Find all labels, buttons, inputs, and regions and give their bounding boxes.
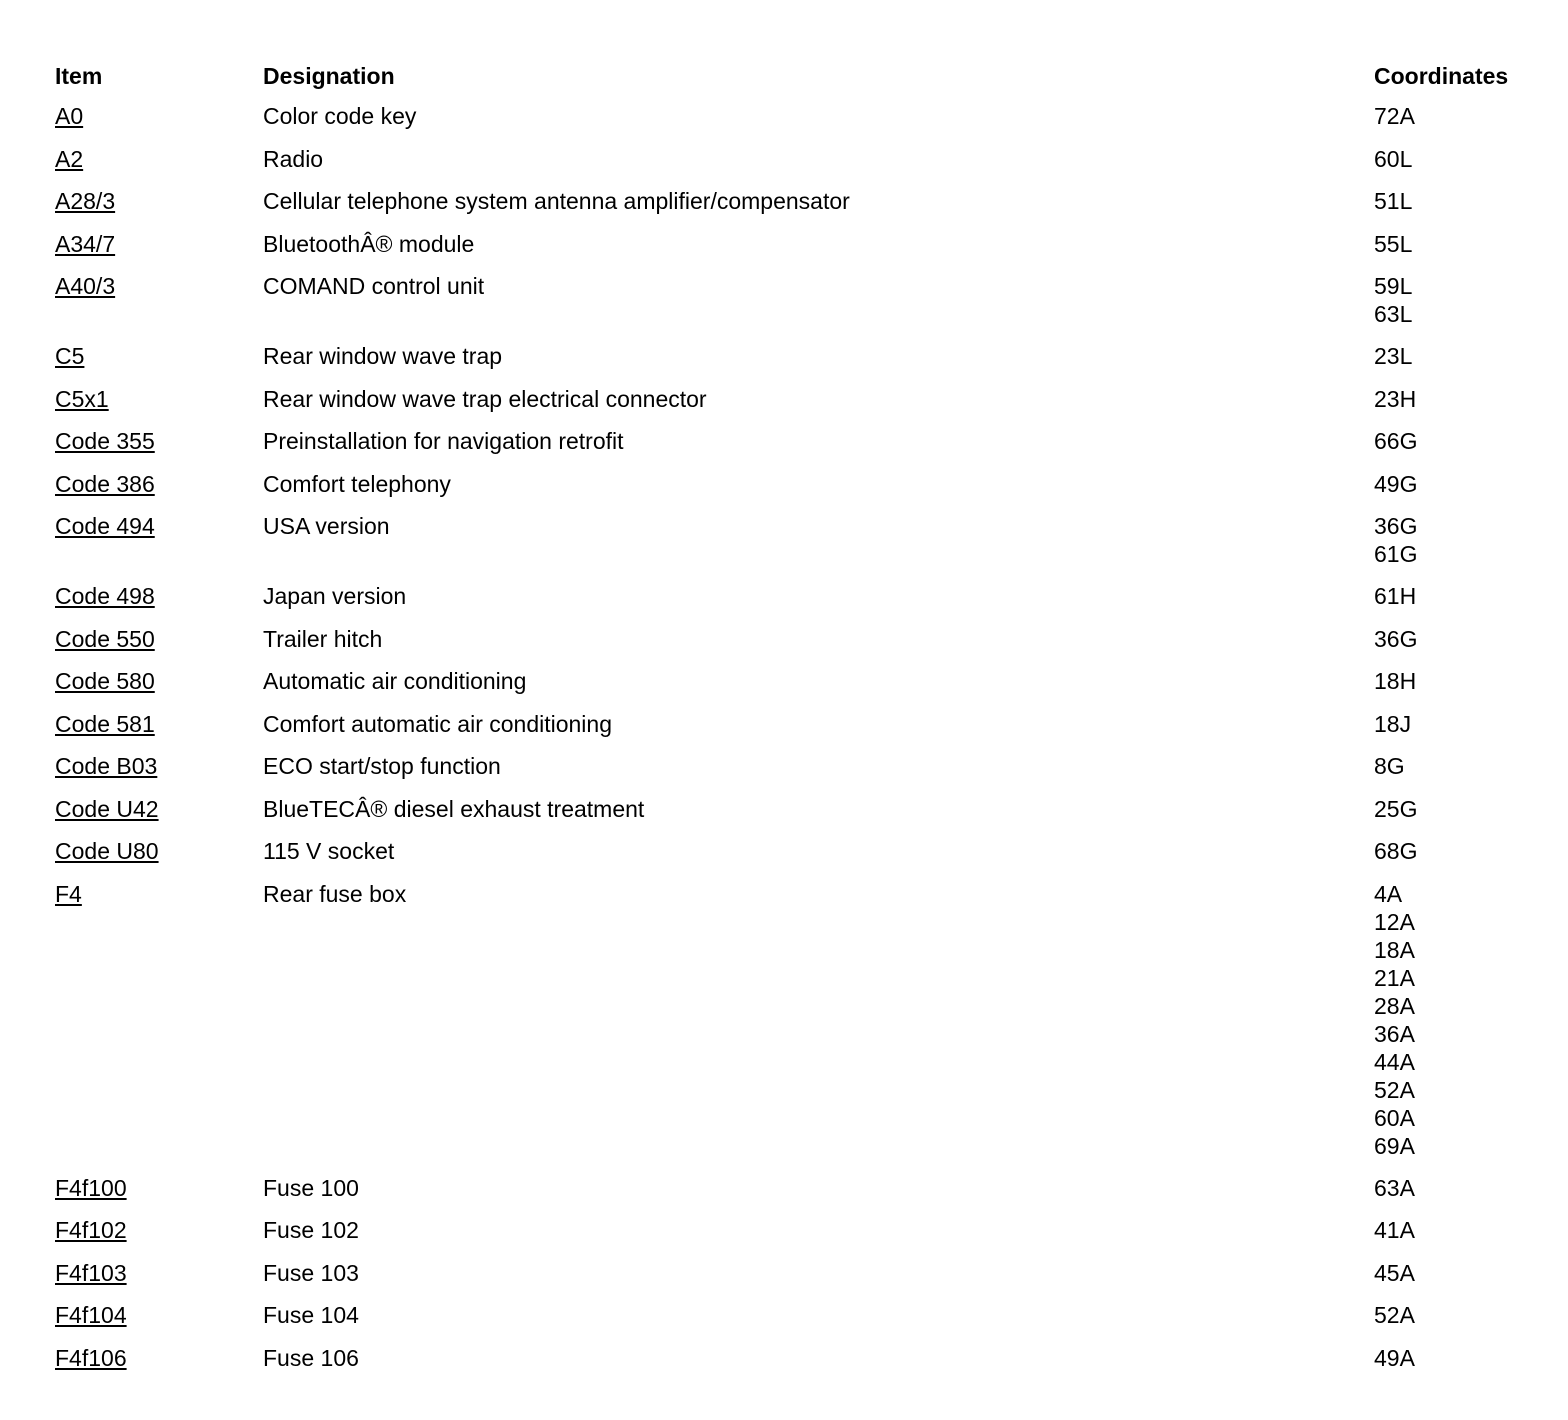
coordinate-value: 68G (1374, 838, 1418, 864)
designation-cell: Color code key (263, 103, 417, 129)
coordinates-cell (1374, 230, 1535, 258)
coordinates-cell (1374, 102, 1535, 130)
coordinate-value: 52A (1374, 1302, 1415, 1328)
designation-cell: Trailer hitch (263, 625, 383, 652)
item-link[interactable]: C5x1 (55, 385, 109, 412)
coordinates-cell (1374, 512, 1535, 568)
designation-cell: Comfort telephony (263, 470, 451, 497)
coordinates-cell (1374, 837, 1535, 865)
table-row (55, 837, 1535, 880)
item-link[interactable]: Code 498 (55, 583, 155, 609)
table-row (55, 752, 1535, 795)
table-row (55, 102, 1535, 145)
coordinates-cell (1374, 1259, 1535, 1287)
header-item: Item (55, 63, 103, 89)
item-link[interactable]: F4f102 (55, 1217, 127, 1243)
coordinates-cell (1374, 710, 1535, 738)
designation-cell: Fuse 102 (263, 1217, 359, 1243)
item-cell (55, 427, 263, 455)
coordinate-value: 18H (1374, 668, 1417, 694)
coordinates-cell (1374, 625, 1535, 653)
item-link[interactable]: Code 580 (55, 668, 155, 694)
coordinate-value: 63A (1374, 1174, 1415, 1201)
table-row (55, 1216, 1535, 1259)
item-cell (55, 1216, 263, 1244)
coordinate-value: 52A (1374, 1076, 1415, 1103)
coordinate-value: 72A (1374, 103, 1415, 129)
table-row (55, 385, 1535, 428)
item-link[interactable]: F4 (55, 880, 82, 907)
designation-cell: Fuse 104 (263, 1302, 359, 1328)
designation-cell: Comfort automatic air conditioning (263, 710, 612, 737)
table-row (55, 427, 1535, 470)
item-link[interactable]: A2 (55, 145, 84, 172)
item-link[interactable]: A40/3 (55, 273, 116, 299)
coordinate-value: 41A (1374, 1217, 1415, 1243)
table-row (55, 582, 1535, 625)
coordinate-value: 59L (1374, 273, 1413, 299)
item-cell (55, 230, 263, 258)
designation-cell: Rear window wave trap (263, 343, 503, 369)
item-cell (55, 512, 263, 540)
item-link[interactable]: A34/7 (55, 230, 116, 257)
coordinate-value: 55L (1374, 230, 1413, 257)
coordinate-value: 21A (1374, 964, 1415, 991)
coordinate-value: 51L (1374, 188, 1413, 214)
item-link[interactable]: Code B03 (55, 753, 158, 779)
coordinates-cell (1374, 342, 1535, 370)
table-row (55, 1344, 1535, 1387)
coordinate-value: 4A (1374, 880, 1403, 907)
table-body (55, 102, 1535, 1386)
table-row (55, 187, 1535, 230)
coordinates-cell (1374, 187, 1535, 215)
table-row (55, 272, 1535, 328)
coordinate-value: 36G (1374, 625, 1418, 652)
coordinate-value: 8G (1374, 753, 1405, 779)
item-cell (55, 625, 263, 653)
item-link[interactable]: Code 581 (55, 710, 155, 737)
coordinate-value: 49A (1374, 1344, 1415, 1371)
table-row (55, 1174, 1535, 1217)
table-row (55, 667, 1535, 710)
coordinates-cell (1374, 470, 1535, 498)
designation-cell: Cellular telephone system antenna amplifier/compensator (263, 188, 850, 214)
table-row (55, 145, 1535, 188)
item-cell (55, 1259, 263, 1287)
coordinate-value: 69A (1374, 1132, 1415, 1159)
item-cell (55, 102, 263, 130)
designation-cell: Rear fuse box (263, 880, 407, 907)
coordinate-value: 18A (1374, 936, 1415, 963)
item-link[interactable]: F4f100 (55, 1174, 127, 1201)
designation-cell: BluetoothÂ® module (263, 230, 475, 257)
coordinates-cell (1374, 385, 1535, 413)
coordinates-cell (1374, 145, 1535, 173)
item-cell (55, 880, 263, 908)
designation-cell: USA version (263, 513, 390, 539)
item-link[interactable]: Code 386 (55, 470, 155, 497)
coordinates-cell (1374, 427, 1535, 455)
coordinate-value: 23H (1374, 385, 1417, 412)
coordinates-cell (1374, 752, 1535, 780)
item-cell (55, 667, 263, 695)
designation-cell: Fuse 103 (263, 1259, 359, 1286)
table-row (55, 625, 1535, 668)
item-link[interactable]: Code 355 (55, 428, 155, 454)
header-designation: Designation (263, 63, 395, 89)
coordinates-cell (1374, 1216, 1535, 1244)
item-link[interactable]: F4f103 (55, 1259, 127, 1286)
coordinate-value: 12A (1374, 908, 1415, 935)
coordinate-value: 28A (1374, 992, 1415, 1019)
item-cell (55, 187, 263, 215)
item-cell (55, 795, 263, 823)
coordinates-cell (1374, 795, 1535, 823)
coordinates-cell (1374, 880, 1535, 1160)
item-cell (55, 752, 263, 780)
designation-cell: Japan version (263, 583, 407, 609)
designation-cell: ECO start/stop function (263, 753, 501, 779)
designation-cell: 115 V socket (263, 838, 395, 864)
coordinate-value: 60L (1374, 145, 1413, 172)
table-row (55, 1259, 1535, 1302)
item-cell (55, 342, 263, 370)
coordinate-value: 18J (1374, 710, 1412, 737)
coordinate-value: 61G (1374, 541, 1418, 567)
item-link[interactable]: Code 494 (55, 513, 155, 539)
coordinates-cell (1374, 582, 1535, 610)
item-cell (55, 1174, 263, 1202)
designation-cell: Fuse 106 (263, 1344, 359, 1371)
table-row (55, 880, 1535, 1160)
item-link[interactable]: Code 550 (55, 625, 155, 652)
designation-cell: Automatic air conditioning (263, 668, 527, 694)
coordinates-cell (1374, 1301, 1535, 1329)
coordinates-cell (1374, 667, 1535, 695)
designation-cell: Rear window wave trap electrical connector (263, 385, 707, 412)
designation-cell: BlueTECÂ® diesel exhaust treatment (263, 795, 645, 822)
item-cell (55, 710, 263, 738)
item-link[interactable]: Code U80 (55, 838, 159, 864)
item-cell (55, 470, 263, 498)
coordinate-value: 36G (1374, 513, 1418, 539)
designation-cell: Radio (263, 145, 324, 172)
coordinate-value: 45A (1374, 1259, 1415, 1286)
table-row (55, 342, 1535, 385)
coordinate-value: 60A (1374, 1104, 1415, 1131)
item-cell (55, 385, 263, 413)
item-link[interactable]: A28/3 (55, 188, 116, 214)
item-link[interactable]: A0 (55, 103, 84, 129)
item-cell (55, 1344, 263, 1372)
coordinates-cell (1374, 1344, 1535, 1372)
item-cell (55, 1301, 263, 1329)
coordinates-cell (1374, 1174, 1535, 1202)
table-row (55, 230, 1535, 273)
table-row (55, 1301, 1535, 1344)
table-row (55, 512, 1535, 568)
table-row (55, 470, 1535, 513)
item-cell (55, 145, 263, 173)
component-legend-table (55, 62, 1535, 1386)
item-cell (55, 272, 263, 300)
coordinate-value: 25G (1374, 795, 1418, 822)
item-link[interactable]: C5 (55, 343, 85, 369)
coordinate-value: 63L (1374, 301, 1413, 327)
item-link[interactable]: F4f104 (55, 1302, 127, 1328)
coordinate-value: 23L (1374, 343, 1413, 369)
designation-cell: Preinstallation for navigation retrofit (263, 428, 624, 454)
item-link[interactable]: F4f106 (55, 1344, 127, 1371)
table-row (55, 710, 1535, 753)
item-link[interactable]: Code U42 (55, 795, 159, 822)
coordinates-cell (1374, 272, 1535, 328)
table-header (55, 62, 1535, 102)
designation-cell: Fuse 100 (263, 1174, 359, 1201)
coordinate-value: 36A (1374, 1020, 1415, 1047)
item-cell (55, 837, 263, 865)
coordinate-value: 44A (1374, 1048, 1415, 1075)
header-coordinates: Coordinates (1374, 63, 1509, 89)
coordinate-value: 66G (1374, 428, 1418, 454)
designation-cell: COMAND control unit (263, 273, 485, 299)
coordinate-value: 49G (1374, 470, 1418, 497)
item-cell (55, 582, 263, 610)
table-row (55, 795, 1535, 838)
coordinate-value: 61H (1374, 583, 1417, 609)
